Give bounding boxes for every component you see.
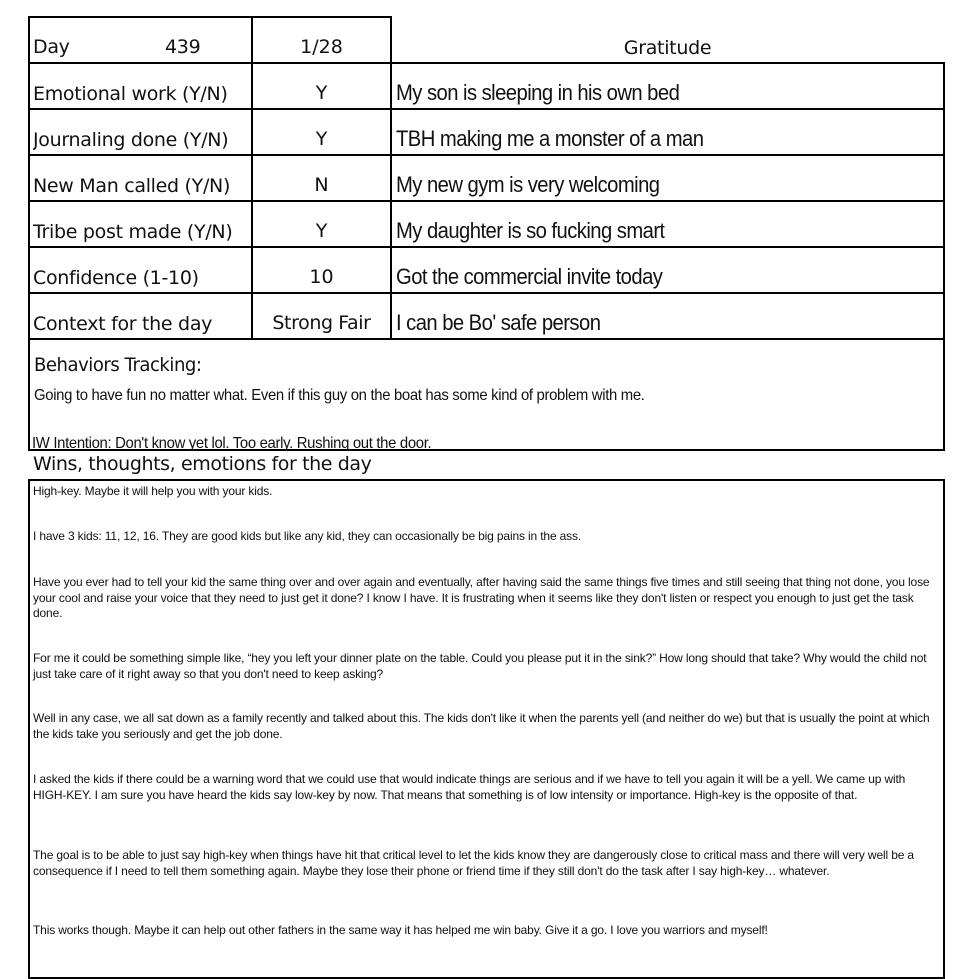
table-border [28,62,945,64]
gratitude-item: My son is sleeping in his own bed [396,80,680,105]
behaviors-section [0,340,973,450]
table-border [28,154,945,156]
gratitude-item: Got the commercial invite today [396,264,663,289]
row-value-tribe-post: Y [315,220,328,242]
tracker-table [0,0,973,340]
table-border [28,292,945,294]
row-label-journaling: Journaling done (Y/N) [33,129,229,151]
table-border [28,16,392,18]
row-label-emotional-work: Emotional work (Y/N) [33,83,228,105]
wins-paragraph: High-key. Maybe it will help you with your kids. [33,484,273,498]
table-border [28,200,945,202]
wins-paragraph: The goal is to be able to just say high-key when things have hit that critical level to let the kids know they are dangerously close to critical mass and there will very well be a consequence if I need to tell them something again. Maybe they lose their phone or friend time if they still don't do the task after I say high-key… whatever. [33,848,914,878]
gratitude-item: My new gym is very welcoming [396,172,660,197]
row-value-new-man-called: N [314,174,329,196]
row-value-confidence: 10 [309,266,334,288]
wins-paragraph: This works though. Maybe it can help out other fathers in the same way it has helped me win baby. Give it a go. I love you warriors and myself! [33,923,768,937]
wins-paragraph: I asked the kids if there could be a warning word that we could use that would indicate things are serious and if we have to tell you again it will be a yell. We came up with HIGH-KEY. I am sure you have heard the kids say low-key by now. That means that something is of low intensity or importance. High-key is the opposite of that. [33,772,906,802]
day-number: 439 [165,36,201,58]
row-value-emotional-work: Y [315,82,328,104]
day-label: Day [33,36,70,58]
wins-paragraph: Well in any case, we all sat down as a family recently and talked about this. The kids don't like it when the parents yell (and neither do we) but that is usually the point at which the kids take you seriously and get the job done. [33,711,930,741]
gratitude-header: Gratitude [623,37,712,59]
gratitude-item: I can be Bo' safe person [396,310,601,335]
date-value: 1/28 [300,36,343,58]
wins-paragraph: I have 3 kids: 11, 12, 16. They are good kids but like any kid, they can occasionally be big pains in the ass. [33,529,582,543]
gratitude-item: TBH making me a monster of a man [396,126,704,151]
wins-paragraph: For me it could be something simple like, “hey you left your dinner plate on the table. Could you please put it in the sink?” How long should that take? Why would the child not just take care of it right away so that you don't need to keep asking? [33,651,927,681]
row-value-journaling: Y [315,128,328,150]
row-label-tribe-post: Tribe post made (Y/N) [33,221,233,243]
behaviors-text: Going to have fun no matter what. Even if this guy on the boat has some kind of problem with me. [34,387,645,404]
table-border [28,108,945,110]
row-label-confidence: Confidence (1-10) [33,267,199,289]
row-label-context: Context for the day [33,313,213,335]
behaviors-title: Behaviors Tracking: [34,354,202,376]
wins-title: Wins, thoughts, emotions for the day [33,453,372,475]
row-value-context: Strong Fair [272,312,371,334]
wins-paragraph: Have you ever had to tell your kid the same thing over and over again and eventually, after having said the same things five times and still seeing that thing not done, you lose your cool and raise your voice that they need to just get it done? I know I have. It is frustrating when it seems like they don't listen or respect you enough to just get the task done. [33,575,930,620]
table-border [28,246,945,248]
intention-text: IW Intention: Don't know yet lol. Too early. Rushing out the door. [32,435,432,450]
row-label-new-man-called: New Man called (Y/N) [33,175,231,197]
gratitude-item: My daughter is so fucking smart [396,218,665,243]
